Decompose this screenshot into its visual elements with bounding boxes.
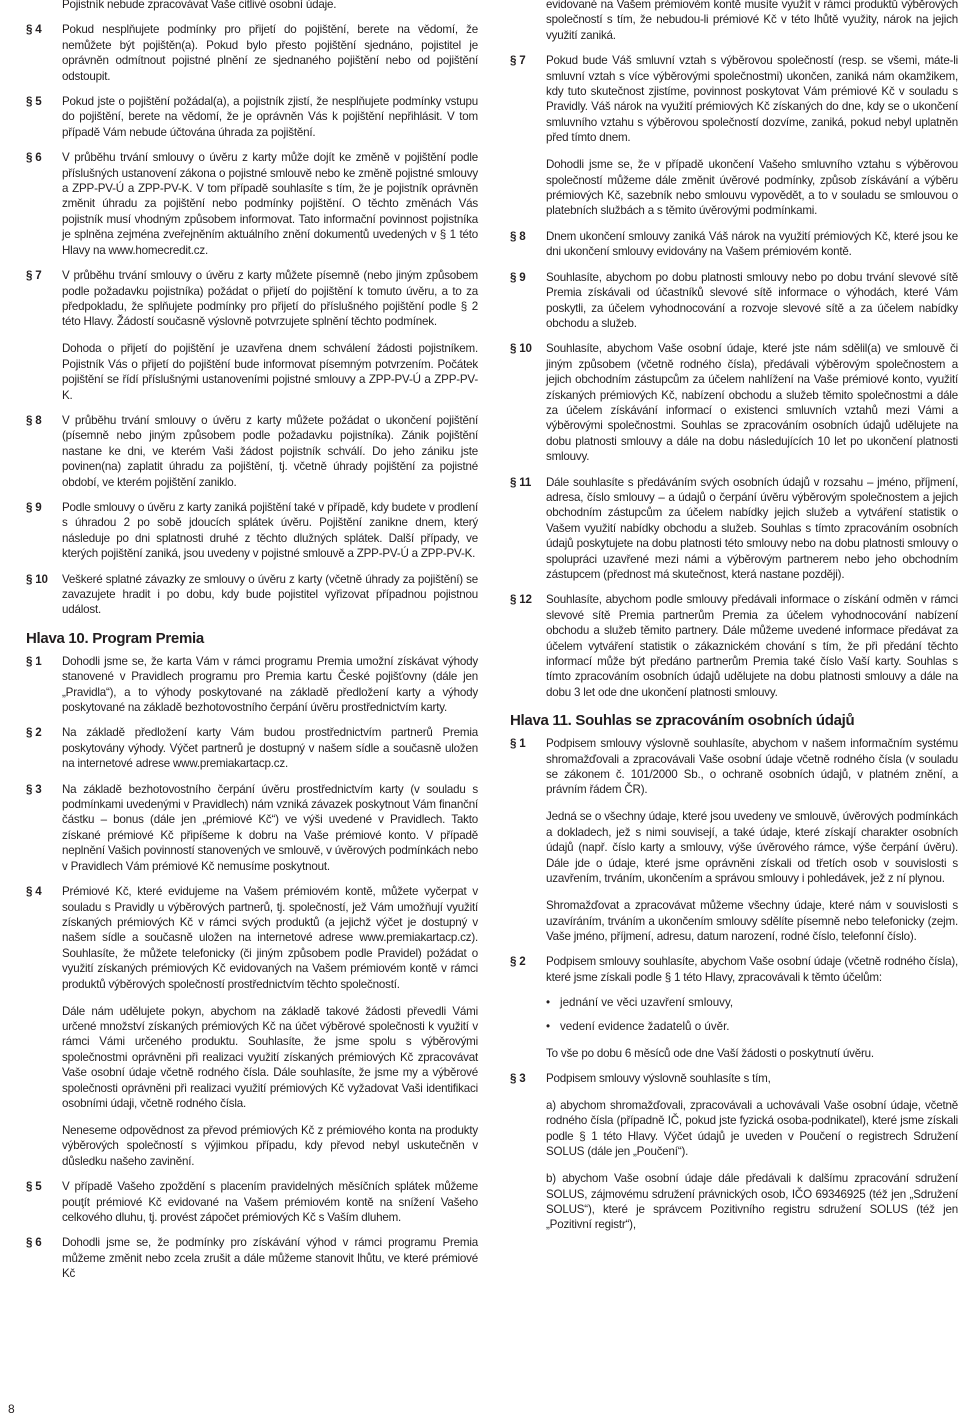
section-number: § 3 (26, 782, 42, 796)
section-5 (26, 94, 478, 140)
chapter11-section-3 (510, 1071, 958, 1086)
section-text: Podpisem smlouvy výslovně souhlasíte s tím, (546, 1071, 771, 1085)
section-number: § 12 (510, 593, 532, 607)
section-text: Na základě předložení karty Vám budou prostřednictvím partnerů Premia poskytovány výhody. Výčet partnerů je dostupný v našem sídle a současně uložen na internetové adrese www.premiakartacp.cz. (62, 726, 478, 771)
section-number: § 2 (26, 726, 42, 740)
chapter10-section-9 (510, 270, 958, 332)
section-text: Na základě bezhotovostního čerpání úvěru prostřednictvím karty (v souladu s podmínkami uvedenými v Pravidlech) nám vzniká závazek poskytnout Vám finanční částku – bonus (dále jen „prémiové Kč“) ve výši uvedené v Pravidlech. Takto získané prémiové Kč připíšeme k dobru na Vaše prémiové konto. V případě neplnění Vašich povinností stanovených ve smlouvě, v úvěrových podmínkách nebo v Pravidlech Vám prémiové Kč nemusíme poskytnout. (62, 782, 478, 873)
chapter10-section-7 (510, 53, 958, 145)
chapter11-section-1 (510, 736, 958, 798)
section-number: § 5 (26, 1180, 42, 1194)
paragraph-continuation: evidované na Vašem prémiovém kontě musíte využít v rámci produktů výběrových společností s tím, že nebudou-li prémiové Kč v této lhůtě využity, nárok na jejich využití zaniká. (546, 0, 958, 42)
section-text: Podpisem smlouvy souhlasíte, abychom Vaše osobní údaje (včetně rodného čísla), které jsme získali podle § 1 této Hlavy, zpracovávali k těmto účelům: (546, 955, 958, 984)
section-text: Veškeré splatné závazky ze smlouvy o úvěru z karty (včetně úhrady za pojištění) se zavazujete hradit i po dobu, kdy bude pojistitel vyřizovat případnou pojistnou událost. (62, 572, 478, 617)
right-column (510, 0, 958, 1243)
section-text: Pokud bude Váš smluvní vztah s výběrovou společností (resp. se všemi, máte-li smluvní vztah s více výběrovými společnostmi) ukončen, zaniká nám okamžikem, kdy tuto skutečnost zjistíme, povinnost poskytovat Vám prémiové Kč v souladu s Pravidly. Váš nárok na využití prémiových Kč získaných do dne, kdy se o ukončení smluvního vztahu s výběrovou společností dozvíme, zaniká, pokud nebyl uplatněn před tímto dnem. (546, 54, 958, 145)
chapter10-section-8 (510, 229, 958, 260)
section-10 (26, 572, 478, 618)
section-number: § 11 (510, 475, 532, 489)
section-text: Podpisem smlouvy výslovně souhlasíte, abychom v našem informačním systému shromažďovali a zpracovávali Vaše osobní údaje včetně rodného čísla (v souladu se zákonem č. 101/2000 Sb., o ochraně osobních údajů, v platném znění, a právním řádem ČR). (546, 737, 958, 797)
section-6 (26, 150, 478, 258)
section-number: § 1 (510, 737, 526, 751)
section-7 (26, 268, 478, 330)
chapter10-section-12 (510, 592, 958, 700)
section-number: § 8 (26, 413, 42, 427)
section-number: § 9 (510, 270, 526, 284)
section-text: Dohodli jsme se, že podmínky pro získávání výhod v rámci programu Premia můžeme změnit nebo zcela zrušit a dále můžeme stanovit lhůtu, ve které prémiové Kč (62, 1236, 478, 1281)
chapter10-section-10 (510, 341, 958, 464)
chapter10-section-7-continuation: Dohodli jsme se, že v případě ukončení Vašeho smluvního vztahu s výběrovou společností můžeme dále změnit úvěrové podmínky, způsob získávání a výběru prémiových Kč, sazebník nebo smlouvu vypovědět, a to v souladu se smlouvou o platebních službách a s těmito úvěrovými podmínkami. (546, 158, 958, 218)
chapter11-section-2 (510, 954, 958, 985)
section-number: § 10 (510, 342, 532, 356)
section-number: § 8 (510, 229, 526, 243)
chapter11-section-3-item-a: a) abychom shromažďovali, zpracovávali a uchovávali Vaše osobní údaje, včetně rodného čísla (případně IČ, pokud jste fyzická osoba-podnikatel), které jsme získali podle § 1 této Hlavy. Výčet údajů je uveden v Poučení o registrech Sdružení SOLUS (dále jen „Poučení“). (546, 1098, 958, 1159)
chapter11-section-3-item-b: b) abychom Vaše osobní údaje dále předávali k dalšímu zpracování sdružení SOLUS, zájmovému sdružení právnických osob, IČO 69346925 (též jen „Sdružení SOLUS“), které je správcem Pozitivního registru sdružení SOLUS (též jen „Pozitivní registr“), (546, 1172, 958, 1232)
section-9 (26, 500, 478, 562)
chapter10-section-4-continuation: Neneseme odpovědnost za převod prémiových Kč z prémiového konta na produkty výběrových společností s výjimkou případu, kdy převod nebyl uskutečněn v důsledku našeho zavinění. (62, 1123, 478, 1168)
chapter10-section-6 (26, 1235, 478, 1281)
section-8 (26, 413, 478, 490)
list-item: • vedení evidence žadatelů o úvěr. (546, 1019, 958, 1034)
section-text: Souhlasíte, abychom podle smlouvy předávali informace o získání odměn v rámci slevové sítě Premia partnerům Premia za účelem vyhodnocování nabízení obchodu a služeb těmito partnery. Dále můžeme uvedené informace předávat za účelem vytváření statistik o zákaznickém chování s tím, že při předání těchto informací může být předáno partnerům Premia také číslo Vaší karty. Souhlas s tímto zpracováním osobních údajů udělujete na dobu platnosti smlouvy a dále na dobu 3 let ode dne ukončení platnosti smlouvy. (546, 593, 958, 699)
section-text: Souhlasíte, abychom po dobu platnosti smlouvy nebo po dobu trvání slevové sítě Premia získávali od účastníků slevové sítě informace o výhodách, které Vám poskytli, za účelem vyhodnocování a rozvoje slevové sítě a za účelem nabídky obchodu a služeb. (546, 270, 958, 330)
section-text: Podle smlouvy o úvěru z karty zaniká pojištění také v případě, kdy budete v prodlení s úhradou 2 po sobě jdoucích splátek úvěru. Pojištění zanikne dnem, který následuje po dni splatnosti druhé z těchto dlužných splátek. Další případy, ve kterých pojištění zaniká, jsou uvedeny v pojistné smlouvě a ZPP-PV-Ú a ZPP-PV-K. (62, 500, 478, 561)
chapter10-section-4-continuation: Dále nám udělujete pokyn, abychom na základě takové žádosti převedli Vámi určené množství získaných prémiových Kč na účet výběrové společnosti k využití v rámci Vámi určeného produktu. Souhlasíte, že jsme spolu s výběrovými společnostmi oprávněni při realizaci využití získaných prémiových Kč zpracovávat Vaše osobní údaje včetně rodného čísla. Dále souhlasíte, že jsme my a výběrové společnosti oprávněni při realizaci využití prémiových Kč vyžadovat Vaši identifikaci osobními údaji, včetně rodného čísla. (62, 1004, 478, 1110)
section-text: Dnem ukončení smlouvy zaniká Váš nárok na využití prémiových Kč, které jsou ke dni ukončení smlouvy evidovány na Vašem prémiovém kontě. (546, 229, 958, 259)
chapter-heading: Hlava 11. Souhlas se zpracováním osobních údajů (510, 712, 855, 730)
section-text: V případě Vašeho zpoždění s placením pravidelných měsíčních splátek můžeme pouţít prémiové Kč evidované na Vašem prémiovém kontě na snížení Vašeho celkového dluhu, tj. provést zápočet prémiových Kč s Vaším dluhem. (62, 1180, 478, 1224)
chapter11-section-1-continuation: Jedná se o všechny údaje, které jsou uvedeny ve smlouvě, úvěrových podmínkách a dokladech, jež s nimi souvisejí, a také údaje, které získají charakter osobních údajů (např. číslo karty a smlouvy, výše úvěrového rámce, výše čerpání úvěru). Dále jde o údaje, které jsme oprávněni získali od třetích osob v souvislosti s uzavřením, trváním, ukončením a správou smlouvy i pohledávek, jež z ní plynou. (546, 810, 958, 886)
section-number: § 4 (26, 23, 42, 37)
section-text: V průběhu trvání smlouvy o úvěru z karty může dojít ke změně v pojištění podle příslušných ustanovení zákona o pojistné smlouvě nebo ke změně pojistné smlouvy a ZPP-PV-Ú a ZPP-PV-K. V tom případě souhlasíte s tím, že je pojistník oprávněn změnit úhradu za pojištění nebo podmínky pojištění. O těchto změnách Vás pojistník musí vhodným způsobem informovat. Tato informační povinnost pojistníka je splněna zejména zveřejněním aktuálního znění dokumentů uvedených v § 1 této Hlavy na www.homecredit.cz. (62, 151, 478, 257)
chapter11-section-1-continuation: Shromažďovat a zpracovávat můžeme všechny údaje, které nám v souvislosti s uzavíráním, trváním a ukončením smlouvy sdělíte písemně nebo telefonicky (zejm. Vaše jméno, příjmení, adresu, datum narození, rodné číslo, telefonní číslo). (546, 899, 958, 943)
section-number: § 1 (26, 654, 42, 668)
list-item: • jednání ve věci uzavření smlouvy, (546, 995, 958, 1010)
section-text: Pokud jste o pojištění požádal(a), a pojistník zjistí, že nesplňujete podmínky vstupu do pojištění, berete na vědomí, že je oprávněn Vás k pojištění nepřihlásit. V tom případě Vám nebude účtována úhrada za pojištění. (62, 95, 478, 139)
section-number: § 10 (26, 572, 48, 586)
section-number: § 3 (510, 1071, 526, 1085)
chapter-heading: Hlava 10. Program Premia (26, 629, 204, 647)
left-column (26, 0, 478, 1292)
section-number: § 2 (510, 955, 526, 969)
section-text: V průběhu trvání smlouvy o úvěru z karty můžete požádat o ukončení pojištění (písemně nebo jiným způsobem podle požadavku pojistníka). Zánik pojištění nastane ke dni, ve kterém Vaši žádost pojistník schválí. Do jeho zániku jste povinen(na) zaplatit úhradu za pojištění, tj. včetně úhrady pojištění za pojistné období, ve kterém pojištění zaniklo. (62, 413, 478, 489)
section-text: Pokud nesplňujete podmínky pro přijetí do pojištění, berete na vědomí, že nemůžete být pojištěn(a). Pokud bylo přesto pojištění sjednáno, pojistitel je oprávněn odmítnout pojistné plnění ze sjednaného pojištění nebo od pojištění odstoupit. (62, 23, 478, 83)
section-7-continuation: Dohoda o přijetí do pojištění je uzavřena dnem schválení žádosti pojistníkem. Pojistník Vás o přijetí do pojištění bude informovat písemným potvrzením. Počátek pojištění se řídí příslušnými ustanoveními pojistné smlouvy a ZPP-PV-Ú a ZPP-PV-K. (62, 342, 478, 402)
section-number: § 7 (510, 54, 526, 68)
chapter11-section-2-continuation: To vše po dobu 6 měsíců ode dne Vaší žádosti o poskytnutí úvěru. (546, 1046, 874, 1060)
section-number: § 6 (26, 151, 42, 165)
chapter10-section-1 (26, 654, 478, 716)
page-number: 8 (8, 1402, 15, 1416)
section-text: Dohodli jsme se, že karta Vám v rámci programu Premia umožní získávat výhody stanovené v Pravidlech programu pro Premia kartu České pojišťovny (dále jen „Pravidla“), a to výhody poskytované na základě předložení karty a výhody poskytované na základě bezhotovostního čerpání úvěru prostřednictvím karty. (62, 654, 478, 715)
section-number: § 5 (26, 95, 42, 109)
chapter10-section-5 (26, 1179, 478, 1225)
bullet-list (546, 995, 958, 1034)
section-4 (26, 22, 478, 84)
section-number: § 9 (26, 500, 42, 514)
chapter10-section-4 (26, 884, 478, 992)
paragraph-continuation: Pojistník nebude zpracovávat Vaše citlivé osobní údaje. (62, 0, 337, 11)
section-number: § 7 (26, 269, 42, 283)
section-number: § 4 (26, 885, 42, 899)
section-text: V průběhu trvání smlouvy o úvěru z karty můžete písemně (nebo jiným způsobem podle požadavku pojistníka) požádat o přijetí do pojištění k tomuto úvěru, a to za předpokladu, že splňujete podmínky pro přijetí do příslušného pojištění podle § 2 této Hlavy. Žádostí současně výslovně potvrzujete splnění těchto podmínek. (62, 269, 478, 329)
chapter10-section-11 (510, 475, 958, 583)
chapter10-section-3 (26, 782, 478, 874)
section-text: Souhlasíte, abychom Vaše osobní údaje, které jste nám sdělil(a) ve smlouvě či jiným způsobem (včetně rodného čísla), předávali výběrovým společnostem a jejich obchodním zástupcům za účelem nahlížení na Vaše prémiové konto, využití získaných prémiových Kč, nabízení obchodu a služeb těmito společnostmi a dále za účelem získávání informací o existenci smluvních vztahů mezi Vámi a výběrovými společnostmi. Souhlas se zpracováním osobních údajů udělujete na dobu platnosti smlouvy a dále na dobu následujících 10 let po ukončení platnosti smlouvy. (546, 342, 958, 464)
section-text: Dále souhlasíte s předáváním svých osobních údajů v rozsahu – jméno, příjmení, adresa, číslo smlouvy – a údajů o čerpání úvěru výběrovým společnostem a jejich obchodním zástupcům za účelem nabídky jejich služeb a vytváření statistik o Vašem využití nabídky obchodu a služeb. Souhlas s tímto zpracováním osobních údajů poskytujete na dobu platnosti této smlouvy nebo na dobu platnosti smlouvy o spolupráci uzavřené mezi námi a výběrovým partnerem nebo jeho obchodním zástupcem (přednost má skutečnost, která nastane později). (546, 475, 958, 581)
chapter10-section-2 (26, 725, 478, 771)
section-text: Prémiové Kč, které evidujeme na Vašem prémiovém kontě, můžete vyčerpat v souladu s Pravidly u výběrových partnerů, tj. společností, jež Vám umožňují využití získaných prémiových Kč v rámci svých produktů (a jejichž výčet je dostupný v našem sídle a současně uložen na internetové adrese www.premiakartacp.cz). Souhlasíte, že můžete telefonicky (či jiným způsobem podle Pravidel) požádat o využití získaných prémiových Kč evidovaných na Vašem prémiovém kontě v rámci produktů výběrových společností prostřednictvím těchto společností. (62, 885, 478, 991)
section-number: § 6 (26, 1236, 42, 1250)
